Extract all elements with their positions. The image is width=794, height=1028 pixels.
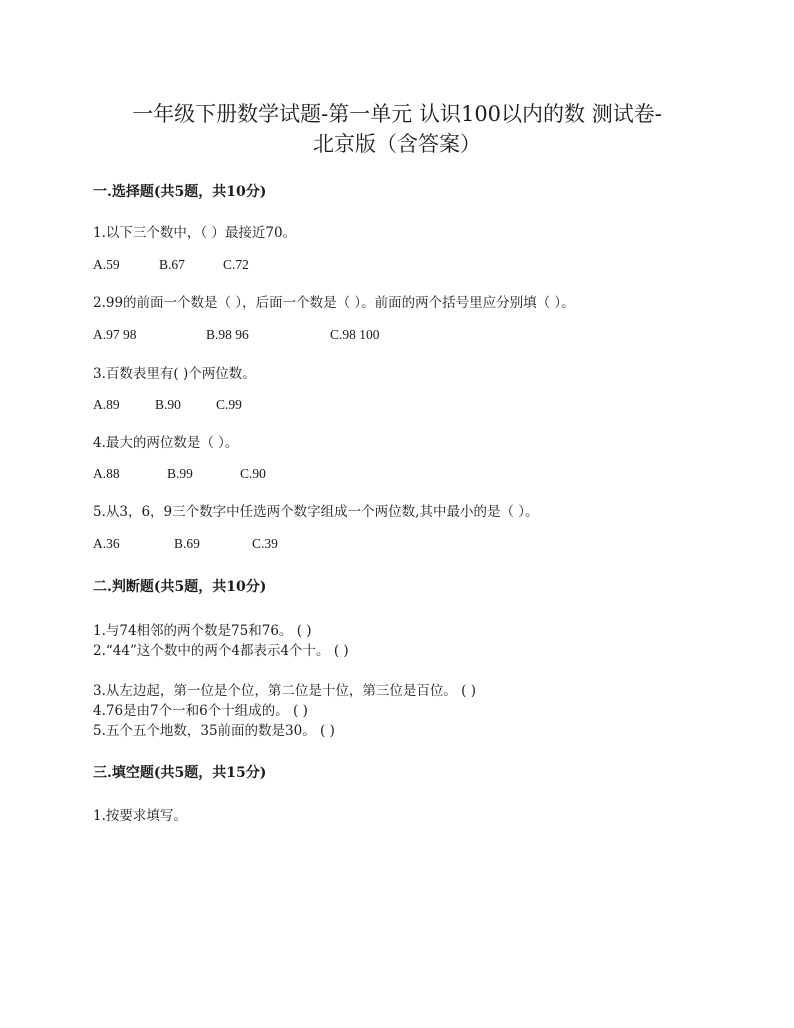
choice-question-3: 3.百数表里有( )个两位数。	[93, 366, 256, 382]
choice-5-option-b: B.69	[174, 536, 200, 551]
choice-question-1: 1.以下三个数中，（ ）最接近70。	[93, 225, 297, 241]
choice-4-option-b: B.99	[167, 466, 193, 481]
choice-2-option-c: C.98 100	[330, 327, 380, 342]
section-heading-choice: 一.选择题(共5题，共10分)	[93, 184, 267, 200]
choice-5-option-c: C.39	[252, 536, 278, 551]
fill-question-1: 1.按要求填写。	[93, 808, 187, 824]
choice-4-option-a: A.88	[93, 466, 120, 481]
document-title-line-2: 北京版（含答案）	[313, 132, 481, 156]
choice-5-option-a: A.36	[93, 536, 120, 551]
section-heading-fill: 三.填空题(共5题，共15分)	[93, 765, 267, 781]
choice-1-option-a: A.59	[93, 257, 120, 272]
judge-question-1: 1.与74相邻的两个数是75和76。 ( )	[93, 623, 312, 639]
choice-1-option-c: C.72	[223, 257, 249, 272]
document-title-line-1: 一年级下册数学试题-第一单元 认识100以内的数 测试卷-	[132, 102, 662, 126]
judge-question-4: 4.76是由7个一和6个十组成的。 ( )	[93, 703, 308, 719]
choice-2-option-b: B.98 96	[206, 327, 249, 342]
choice-3-option-a: A.89	[93, 397, 120, 412]
choice-question-5: 5.从3，6，9三个数字中任选两个数字组成一个两位数,其中最小的是（ ）。	[93, 504, 539, 520]
choice-1-option-b: B.67	[159, 257, 185, 272]
choice-3-option-c: C.99	[216, 397, 242, 412]
judge-question-2: 2.“44”这个数中的两个4都表示4个十。 ( )	[93, 643, 349, 659]
choice-question-4: 4.最大的两位数是（ ）。	[93, 435, 239, 451]
judge-question-3: 3.从左边起，第一位是个位，第二位是十位，第三位是百位。 ( )	[93, 683, 476, 699]
choice-3-option-b: B.90	[155, 397, 181, 412]
choice-4-option-c: C.90	[240, 466, 266, 481]
choice-2-option-a: A.97 98	[93, 327, 137, 342]
judge-question-5: 5.五个五个地数，35前面的数是30。 ( )	[93, 723, 335, 739]
choice-question-2: 2.99的前面一个数是（ ），后面一个数是（ ）。前面的两个括号里应分别填（ ）。	[93, 295, 575, 311]
section-heading-judge: 二.判断题(共5题，共10分)	[93, 579, 267, 595]
